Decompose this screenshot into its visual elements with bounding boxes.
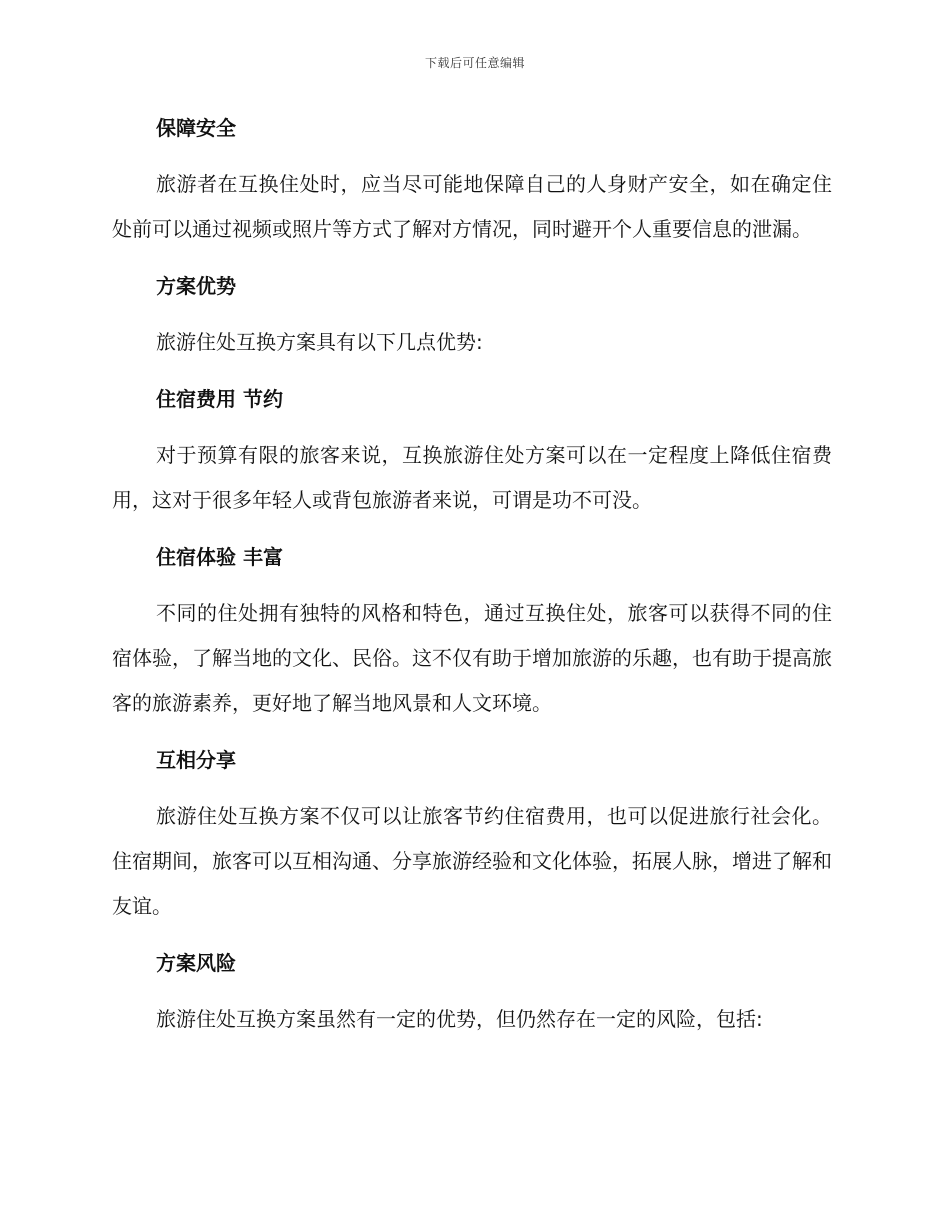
section-heading-risks: 方案风险	[156, 951, 236, 975]
document-body	[112, 108, 832, 1056]
paragraph-safety: 旅游者在互换住处时，应当尽可能地保障自己的人身财产安全，如在确定住处前可以通过视频或照片等方式了解对方情况，同时避开个人重要信息的泄漏。	[112, 172, 832, 241]
paragraph-risks-intro: 旅游住处互换方案虽然有一定的优势，但仍然存在一定的风险，包括:	[156, 1007, 763, 1031]
paragraph-advantages-intro: 旅游住处互换方案具有以下几点优势:	[156, 330, 483, 354]
section-heading-sharing: 互相分享	[156, 748, 236, 772]
section-heading-advantages: 方案优势	[156, 274, 236, 298]
section-heading-safety: 保障安全	[156, 116, 236, 140]
section-heading-rich-experience: 住宿体验 丰富	[156, 545, 283, 569]
paragraph-sharing: 旅游住处互换方案不仅可以让旅客节约住宿费用，也可以促进旅行社会化。住宿期间，旅客可以互相沟通、分享旅游经验和文化体验，拓展人脉，增进了解和友谊。	[112, 804, 832, 918]
paragraph-cost-saving: 对于预算有限的旅客来说，互换旅游住处方案可以在一定程度上降低住宿费用，这对于很多年轻人或背包旅游者来说，可谓是功不可没。	[112, 443, 832, 512]
paragraph-rich-experience: 不同的住处拥有独特的风格和特色，通过互换住处，旅客可以获得不同的住宿体验，了解当地的文化、民俗。这不仅有助于增加旅游的乐趣，也有助于提高旅客的旅游素养，更好地了解当地风景和人文环境。	[112, 601, 832, 715]
section-heading-cost-saving: 住宿费用 节约	[156, 387, 283, 411]
page-header: 下载后可任意编辑	[424, 56, 525, 70]
